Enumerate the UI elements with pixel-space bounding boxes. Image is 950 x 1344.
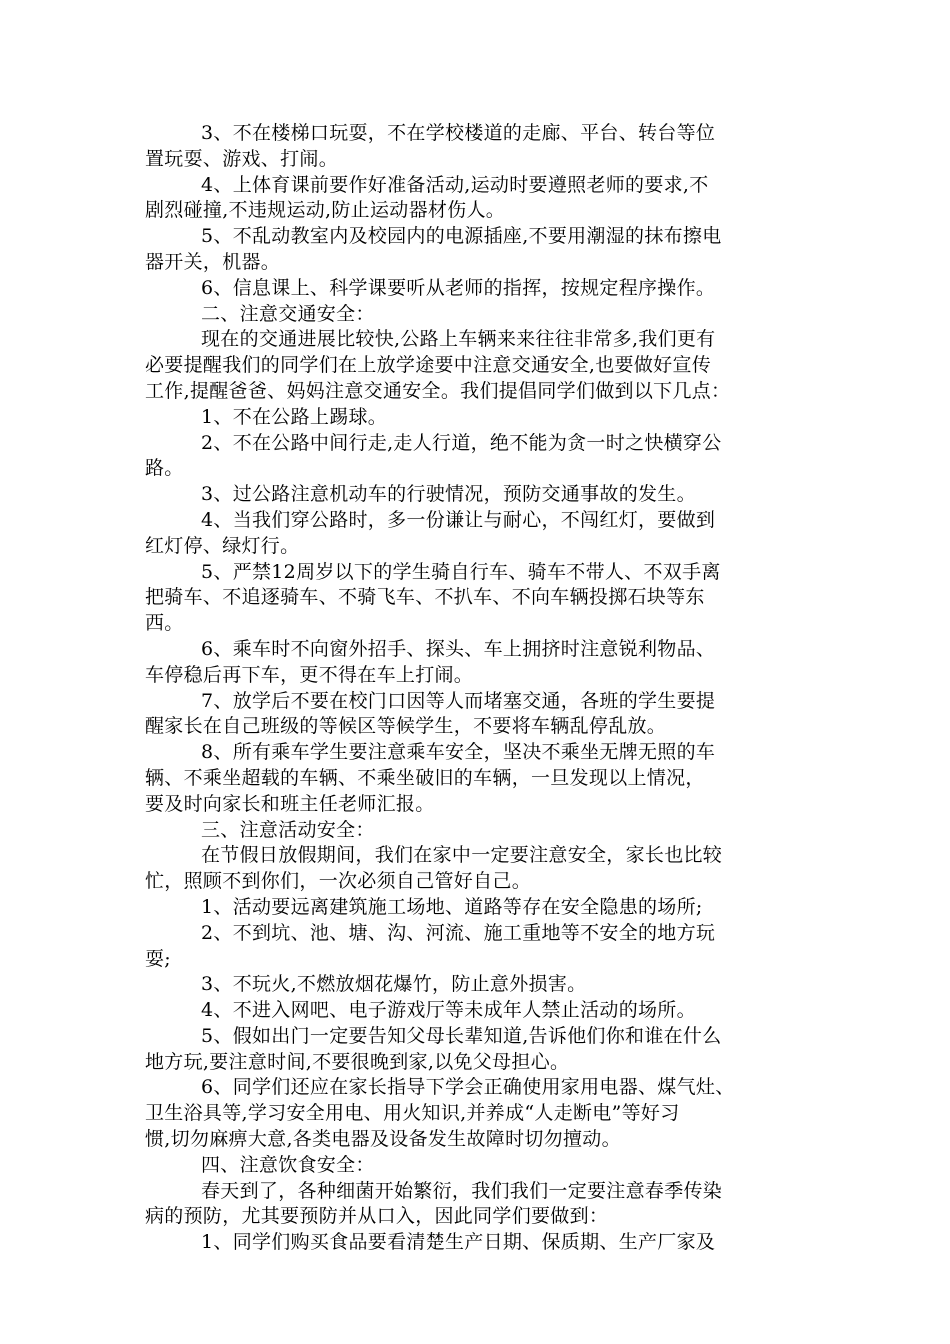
text-line: 4、当我们穿公路时，多一份谦让与耐心，不闯红灯，要做到 <box>201 508 716 531</box>
text-line: 把骑车、不追逐骑车、不骑飞车、不扒车、不向车辆投掷石块等东 <box>145 586 705 609</box>
text-line: 1、活动要远离建筑施工场地、道路等存在安全隐患的场所; <box>201 895 703 918</box>
text-line: 要及时向家长和班主任老师汇报。 <box>145 792 435 815</box>
text-line: 耍; <box>145 947 172 970</box>
text-line: 现在的交通进展比较快,公路上车辆来来往往非常多,我们更有 <box>201 328 716 351</box>
text-line: 剧烈碰撞,不违规运动,防止运动器材伤人。 <box>145 199 506 222</box>
text-line: 醒家长在自己班级的等候区等候学生，不要将车辆乱停乱放。 <box>145 715 667 738</box>
text-line: 2、不到坑、池、塘、沟、河流、施工重地等不安全的地方玩 <box>201 921 716 944</box>
text-line: 三、注意活动安全： <box>201 818 375 841</box>
text-line: 7、放学后不要在校门口因等人而堵塞交通，各班的学生要提 <box>201 689 716 712</box>
text-line: 置玩耍、游戏、打闹。 <box>145 147 339 170</box>
text-line: 路。 <box>145 457 184 480</box>
text-line: 西。 <box>145 612 184 635</box>
text-line: 器开关，机器。 <box>145 250 281 273</box>
text-line: 3、过公路注意机动车的行驶情况，预防交通事故的发生。 <box>201 483 696 506</box>
text-line: 1、不在公路上踢球。 <box>201 405 388 428</box>
text-line: 8、所有乘车学生要注意乘车安全，坚决不乘坐无牌无照的车 <box>201 741 716 764</box>
text-line: 5、严禁12周岁以下的学生骑自行车、骑车不带人、不双手离 <box>201 560 721 583</box>
text-line: 5、假如出门一定要告知父母长辈知道,告诉他们你和谁在什么 <box>201 1024 722 1047</box>
text-line: 3、不玩火,不燃放烟花爆竹，防止意外损害。 <box>201 973 587 996</box>
text-line: 春天到了，各种细菌开始繁衍，我们我们一定要注意春季传染 <box>201 1179 723 1202</box>
text-line: 3、不在楼梯口玩耍，不在学校楼道的走廊、平台、转台等位 <box>201 122 716 144</box>
text-line: 工作,提醒爸爸、妈妈注意交通安全。我们提倡同学们做到以下几点： <box>145 379 731 402</box>
text-line: 5、不乱动教室内及校园内的电源插座,不要用潮湿的抹布擦电 <box>201 225 722 248</box>
text-line: 忙，照顾不到你们，一次必须自己管好自己。 <box>145 870 532 893</box>
text-line: 必要提醒我们的同学们在上放学途要中注意交通安全,也要做好宣传 <box>145 354 712 377</box>
text-line: 卫生浴具等,学习安全用电、用火知识,并养成“人走断电”等好习 <box>145 1102 680 1125</box>
text-line: 4、上体育课前要作好准备活动,运动时要遵照老师的要求,不 <box>201 173 709 196</box>
text-line: 二、注意交通安全： <box>201 302 375 325</box>
text-line: 4、不进入网吧、电子游戏厅等未成年人禁止活动的场所。 <box>201 999 696 1022</box>
text-line: 红灯停、绿灯行。 <box>145 534 300 557</box>
text-line: 2、不在公路中间行走,走人行道，绝不能为贪一时之快横穿公 <box>201 431 722 454</box>
text-line: 6、同学们还应在家长指导下学会正确使用家用电器、煤气灶、 <box>201 1076 735 1099</box>
text-line: 6、信息课上、科学课要听从老师的指挥，按规定程序操作。 <box>201 276 716 299</box>
text-line: 惯,切勿麻痹大意,各类电器及设备发生故障时切勿擅动。 <box>145 1128 621 1151</box>
text-line: 1、同学们购买食品要看清楚生产日期、保质期、生产厂家及 <box>201 1231 716 1254</box>
text-line: 在节假日放假期间，我们在家中一定要注意安全，家长也比较 <box>201 844 723 867</box>
text-line: 四、注意饮食安全： <box>201 1153 375 1176</box>
text-line: 病的预防，尤其要预防并从口入，因此同学们要做到： <box>145 1205 609 1228</box>
document-body <box>145 121 810 1256</box>
text-line: 辆、不乘坐超载的车辆、不乘坐破旧的车辆，一旦发现以上情况， <box>145 766 705 789</box>
text-line: 6、乘车时不向窗外招手、探头、车上拥挤时注意锐利物品、 <box>201 637 716 660</box>
text-line: 车停稳后再下车，更不得在车上打闹。 <box>145 663 474 686</box>
text-line: 地方玩,要注意时间,不要很晚到家,以免父母担心。 <box>145 1050 570 1073</box>
